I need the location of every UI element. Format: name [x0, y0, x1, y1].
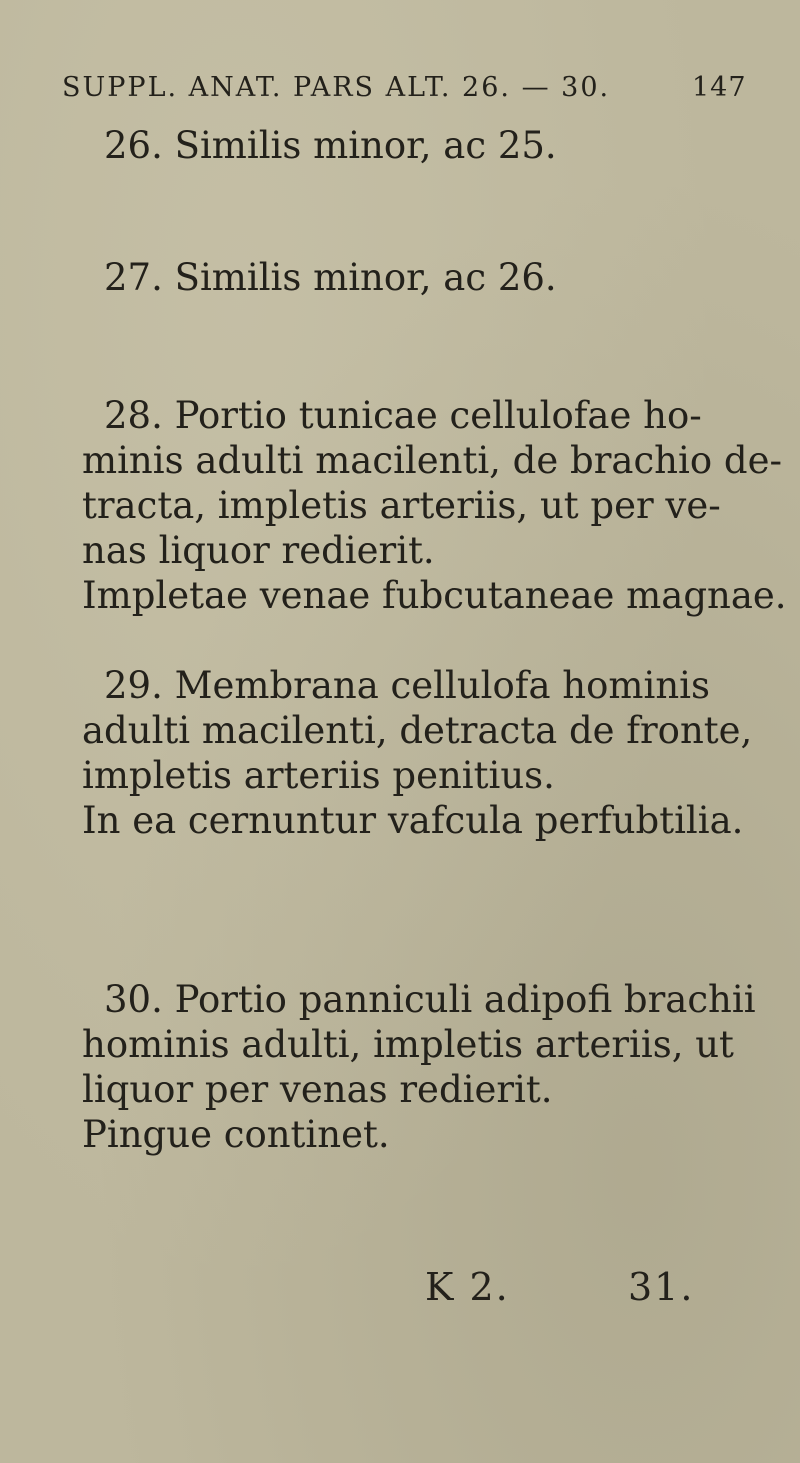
entry-line: hominis adulti, impletis arteriis, ut [82, 1023, 734, 1066]
entry-line: minis adulti macilenti, de brachio de- [82, 439, 782, 482]
entry-line: tracta, impletis arteriis, ut per ve- [82, 484, 721, 527]
entry-line: impletis arteriis penitius. [82, 754, 555, 797]
page-number: 147 [692, 72, 747, 103]
entry-line: 30. Portio panniculi adipofi brachii [104, 978, 756, 1021]
entry-line: Impletae venae fubcutaneae magnae. [82, 574, 787, 617]
entry-line: 27. Similis minor, ac 26. [104, 256, 557, 299]
entry-line: In ea cernuntur vafcula perfubtilia. [82, 799, 744, 842]
entry-line: nas liquor redierit. [82, 529, 435, 572]
running-title: SUPPL. ANAT. PARS ALT. 26. — 30. [62, 72, 611, 103]
catchword: 31. [628, 1265, 695, 1309]
entry-line: 26. Similis minor, ac 25. [104, 124, 557, 167]
entry-line: liquor per venas redierit. [82, 1068, 553, 1111]
entry-30 [82, 977, 756, 1157]
entry-26 [82, 123, 742, 168]
entry-line: 28. Portio tunicae cellulofae ho- [104, 394, 702, 437]
entry-line: 29. Membrana cellulofa hominis [104, 664, 710, 707]
signature-mark: K 2. [425, 1265, 510, 1309]
running-header [62, 72, 762, 103]
entry-line: adulti macilenti, detracta de fronte, [82, 709, 753, 752]
entry-29 [82, 663, 753, 843]
entry-line: Pingue continet. [82, 1113, 390, 1156]
entry-27 [82, 255, 742, 300]
entry-28 [82, 393, 787, 618]
